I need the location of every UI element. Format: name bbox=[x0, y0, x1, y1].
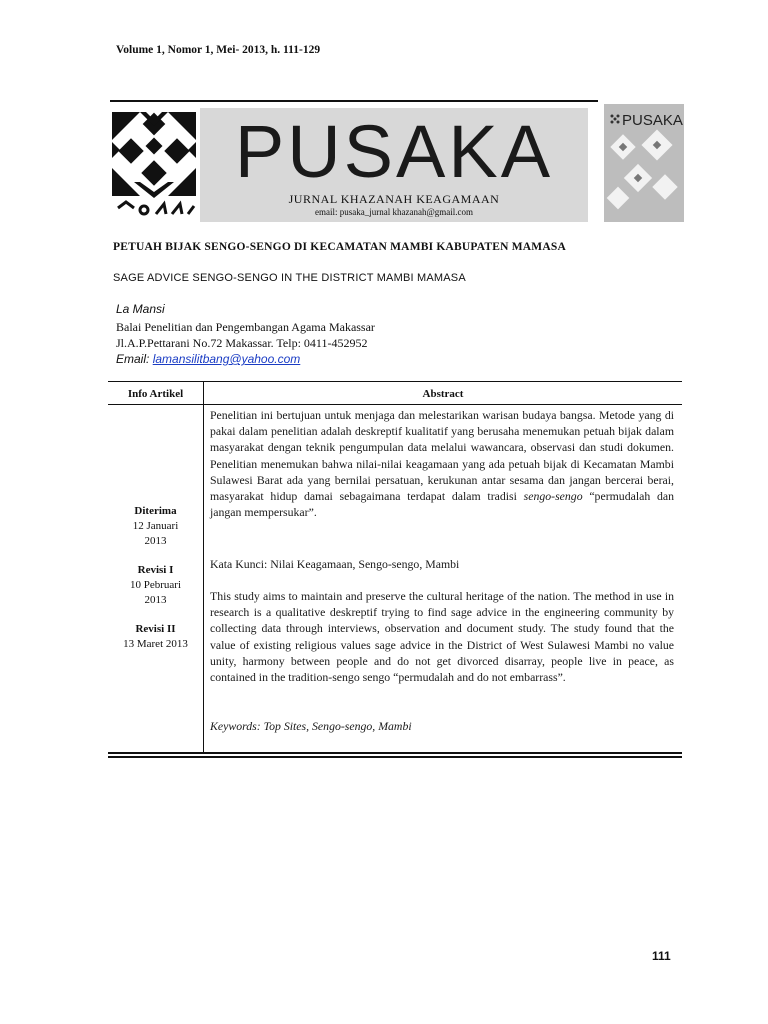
volume-header: Volume 1, Nomor 1, Mei- 2013, h. 111-129 bbox=[116, 44, 321, 56]
abstract-indonesian-ending: “permudalah dan jangan mempersukar”. bbox=[210, 489, 674, 520]
banner-top-rule bbox=[110, 100, 598, 102]
article-title-indonesian: PETUAH BIJAK SENGO-SENGO DI KECAMATAN MAMBI KABUPATEN MAMASA bbox=[113, 241, 566, 253]
author-email-row bbox=[116, 352, 300, 366]
author-address: Jl.A.P.Pettarani No.72 Makassar. Telp: 0411-452952 bbox=[116, 336, 368, 350]
table-top-rule bbox=[108, 381, 682, 382]
revision-2-date: 13 Maret 2013 bbox=[123, 638, 188, 650]
abstract-indonesian bbox=[210, 407, 674, 520]
cover-pattern-icon bbox=[606, 128, 682, 220]
column-header-info-artikel: Info Artikel bbox=[127, 388, 184, 400]
table-bottom-rule bbox=[108, 752, 682, 754]
table-column-divider bbox=[203, 381, 204, 753]
journal-email: email: pusaka_jurnal khazanah@gmail.com bbox=[315, 207, 473, 217]
revision-2-label: Revisi II bbox=[135, 623, 176, 635]
journal-subtitle: JURNAL KHAZANAH KEAGAMAAN bbox=[288, 192, 500, 206]
revision-1-date: 10 Pebruari bbox=[129, 579, 181, 591]
author-institution: Balai Penelitian dan Pengembangan Agama Makassar bbox=[116, 320, 375, 334]
abstract-english: This study aims to maintain and preserve the cultural heritage of the nation. The method in use in research is a qualitative deskreptif trying to find sage advice in the engineering community by collecting data through interviews, observation and document study. The study found that the value of existing religious values sage advice in the District of West Sulawesi Mambi no value unity, harmony between people and do not get divorced disarray, people live in peace, as contained in the tradition-sengo sengo “permudalah and do not embarrass”. bbox=[210, 589, 674, 685]
email-label: Email: bbox=[116, 352, 153, 366]
email-link[interactable]: lamansilitbang@yahoo.com bbox=[152, 352, 301, 366]
received-label: Diterima bbox=[134, 505, 177, 517]
cover-title: PUSAKA bbox=[622, 112, 683, 129]
received-year: 2013 bbox=[144, 535, 167, 547]
info-revision-1 bbox=[108, 563, 203, 608]
received-date: 12 Januari bbox=[132, 520, 179, 532]
revision-1-year: 2013 bbox=[144, 594, 167, 606]
revision-1-label: Revisi I bbox=[137, 564, 174, 576]
journal-banner bbox=[200, 108, 588, 222]
logo-dots-icon bbox=[610, 114, 620, 124]
journal-cover-thumbnail bbox=[604, 104, 684, 222]
table-bottom-rule-double bbox=[108, 756, 682, 758]
journal-name: PUSAKA bbox=[234, 110, 554, 193]
page-number: 111 bbox=[652, 949, 671, 963]
tribal-pattern-icon bbox=[112, 112, 196, 220]
table-header-rule bbox=[108, 404, 682, 405]
info-revision-2 bbox=[108, 622, 203, 652]
abstract-indonesian-italic-term: sengo-sengo bbox=[523, 489, 583, 504]
abstract-indonesian-text: Penelitian ini bertujuan untuk menjaga dan melestarikan warisan budaya bangsa. Metode yang di pakai dalam penelitian adalah deskreptif kualitatif yang berusaha menemukan petuah bijak dalam masyarakat dengan teknik pengumpulan data melalui wawancara, observasi dan studi dokumen. Penelitian menemukan bahwa nilai-nilai keagamaan yang ada petuah bijak di Kecamatan Mambi Sulawesi Barat ada yang bernilai persatuan, kerukunan antar sesama dan jangan bercerai berai, masyarakat hidup damai sebagaimana terdapat dalam tradisi bbox=[210, 408, 674, 504]
info-received bbox=[108, 504, 203, 549]
column-header-abstract: Abstract bbox=[422, 388, 464, 400]
article-title-english: SAGE ADVICE SENGO-SENGO IN THE DISTRICT MAMBI MAMASA bbox=[113, 272, 466, 284]
keywords-indonesian: Kata Kunci: Nilai Keagamaan, Sengo-sengo, Mambi bbox=[210, 557, 460, 571]
author-name: La Mansi bbox=[116, 302, 165, 316]
keywords-english: Keywords: Top Sites, Sengo-sengo, Mambi bbox=[210, 719, 412, 733]
